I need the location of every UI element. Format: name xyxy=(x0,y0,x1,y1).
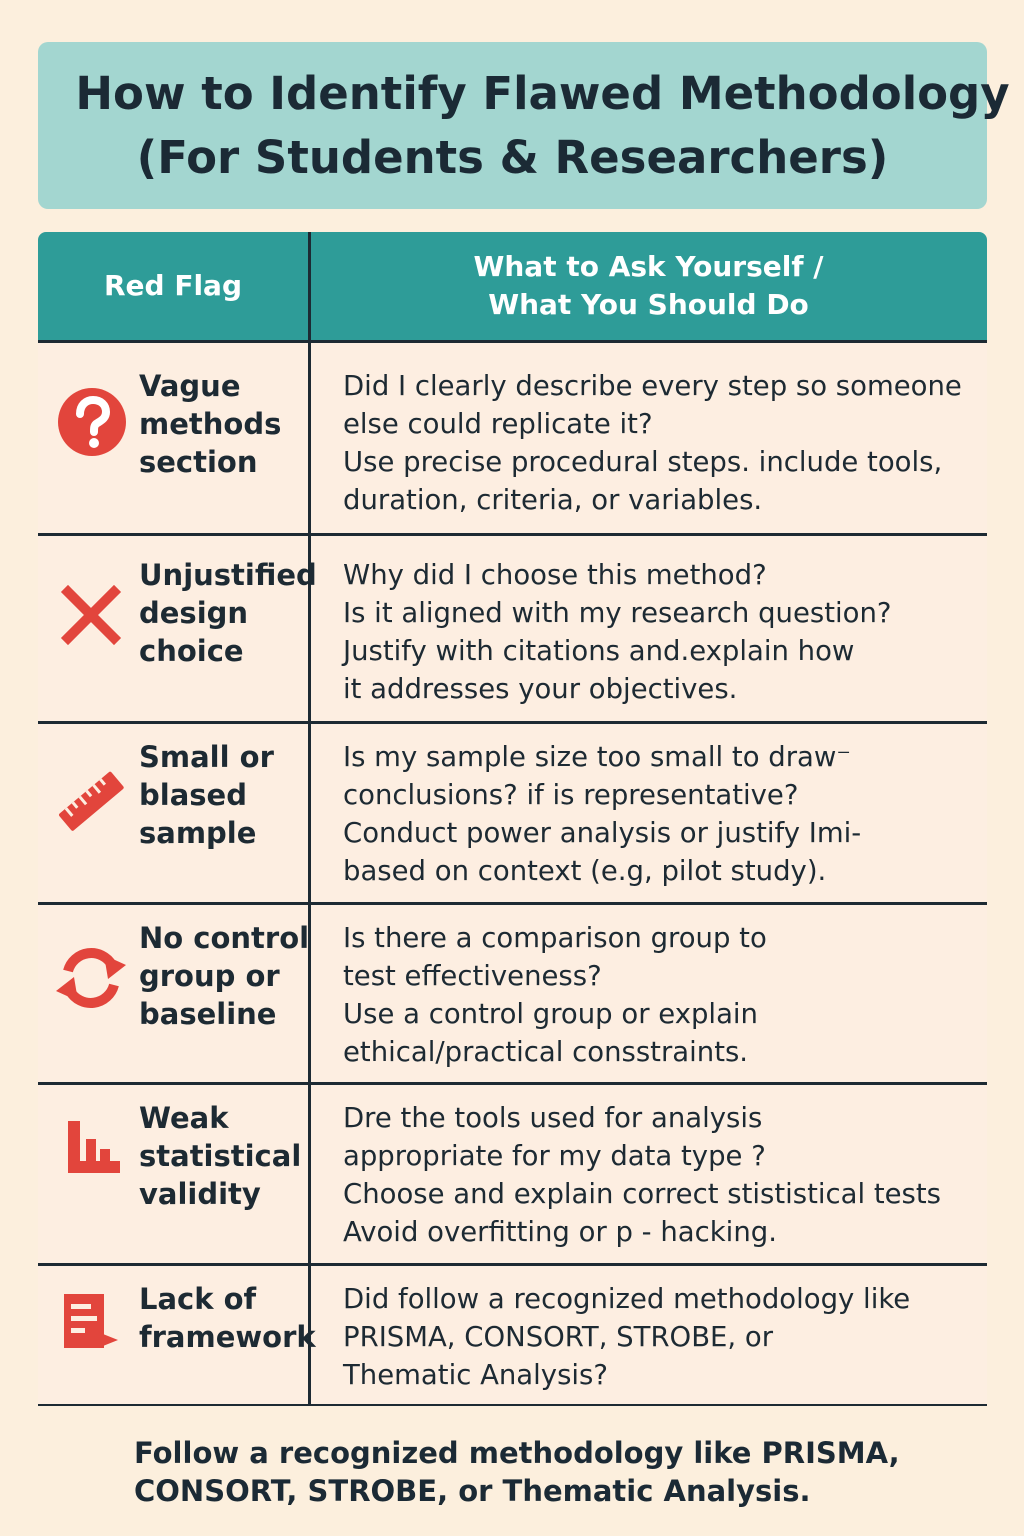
red-flag-label: No control group or baseline xyxy=(139,921,310,1031)
footer-note xyxy=(38,1406,987,1536)
page-subtitle: (For Students & Researchers) xyxy=(136,130,889,184)
x-mark-icon xyxy=(60,584,122,646)
question-mark-circle-icon xyxy=(56,386,128,458)
table-row-unjustified-design xyxy=(38,536,987,721)
ask-yourself-text: Is there a comparison group to test effectiveness? Use a control group or explain ethical/practical consstraints. xyxy=(343,922,767,1068)
red-flag-label: Small or blased sample xyxy=(139,740,274,850)
table-row-no-control-group xyxy=(38,905,987,1082)
ask-yourself-text: Is my sample size too small to draw⁻ conclusions? if is representative? Conduct power analysis or justify Imi- based on context (e.g, pilot study). xyxy=(343,741,862,887)
red-flag-label: Weak statistical validity xyxy=(139,1101,302,1211)
title-banner xyxy=(38,42,1010,209)
framework-document-icon xyxy=(62,1292,122,1352)
ask-yourself-text: Did follow a recognized methodology like PRISMA, CONSORT, STROBE, or Thematic Analysis? xyxy=(343,1283,911,1391)
page-title: How to Identify Flawed Methodology xyxy=(75,66,1010,120)
table-row-vague-methods xyxy=(38,343,987,533)
header-ask-yourself: What to Ask Yourself / What You Should Do xyxy=(473,250,824,321)
methodology-table xyxy=(38,232,987,1406)
table-row-lack-of-framework xyxy=(38,1266,987,1404)
table-row-small-sample xyxy=(38,724,987,902)
ask-yourself-text: Dre the tools used for analysis appropriate for my data type ? Choose and explain correct stististical tests Avoid overfitting or p - hacking. xyxy=(343,1102,941,1248)
ask-yourself-text: Did I clearly describe every step so someone else could replicate it? Use precise procedural steps. include tools, duration, criteria, or variables. xyxy=(343,370,962,516)
header-red-flag: Red Flag xyxy=(103,269,242,302)
refresh-arrows-icon xyxy=(52,939,130,1017)
footer-text: Follow a recognized methodology like PRISMA, CONSORT, STROBE, or Thematic Analysis. xyxy=(134,1436,900,1508)
red-flag-label: Vague methods section xyxy=(139,369,282,479)
table-row-weak-statistical xyxy=(38,1085,987,1263)
red-flag-label: Lack of framework xyxy=(139,1282,316,1354)
red-flag-label: Unjustified design choice xyxy=(139,558,317,668)
bar-chart-icon xyxy=(66,1119,122,1175)
table-header xyxy=(38,232,987,340)
ruler-icon xyxy=(56,766,128,838)
ask-yourself-text: Why did I choose this method? Is it aligned with my research question? Justify with citations and.explain how it addresses your objectives. xyxy=(343,559,892,705)
